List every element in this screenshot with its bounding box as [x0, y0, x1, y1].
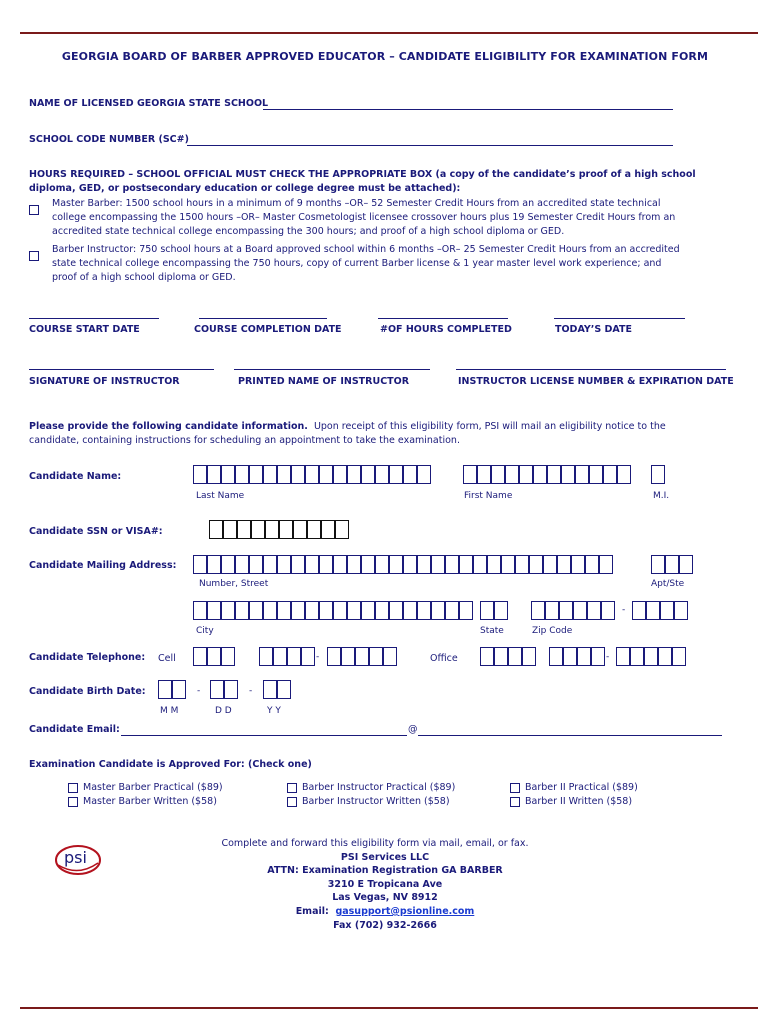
- barber-instructor-checkbox[interactable]: [29, 245, 45, 264]
- char-box[interactable]: [361, 555, 375, 574]
- char-box[interactable]: [389, 465, 403, 484]
- char-box[interactable]: [347, 465, 361, 484]
- candidate-intro: [29, 420, 739, 448]
- char-box[interactable]: [459, 555, 473, 574]
- char-box[interactable]: [221, 465, 235, 484]
- char-box[interactable]: [293, 520, 307, 539]
- char-box[interactable]: [273, 647, 287, 666]
- candidate-name-label: Candidate Name:: [29, 471, 122, 482]
- char-box[interactable]: [547, 465, 561, 484]
- char-box[interactable]: [522, 647, 536, 666]
- birth-date-label: Candidate Birth Date:: [29, 686, 146, 697]
- mm-caption: M M: [160, 706, 179, 716]
- footer-fax: Fax (702) 932-2666: [333, 919, 437, 931]
- char-box[interactable]: [361, 601, 375, 620]
- char-box[interactable]: [601, 601, 615, 620]
- zip-dash: -: [622, 605, 626, 615]
- char-box[interactable]: [237, 520, 251, 539]
- char-box[interactable]: [287, 647, 301, 666]
- char-box[interactable]: [333, 465, 347, 484]
- course-completion-label: COURSE COMPLETION DATE: [194, 324, 342, 335]
- char-box[interactable]: [235, 465, 249, 484]
- checkbox-icon[interactable]: [510, 797, 520, 807]
- char-box[interactable]: [277, 601, 291, 620]
- char-box[interactable]: [193, 647, 207, 666]
- char-box[interactable]: [277, 465, 291, 484]
- barber-instructor-practical-option[interactable]: Barber Instructor Practical ($89): [287, 782, 455, 793]
- char-box[interactable]: [375, 465, 389, 484]
- char-box[interactable]: [515, 555, 529, 574]
- apt-caption: Apt/Ste: [651, 579, 685, 589]
- birth-dash2: -: [249, 686, 253, 696]
- course-start-field[interactable]: [29, 318, 159, 319]
- option1-line3: accredited state technical college encompassing the 300 hours; and proof of a high school diploma or GED.: [52, 226, 565, 237]
- hours-required-heading: [29, 168, 696, 196]
- school-name-label: NAME OF LICENSED GEORGIA STATE SCHOOL: [29, 98, 269, 109]
- option1-line2: college encompassing the 1500 hours –OR– Master Cosmetologist licensee crossover hours plus 19 Semester Credit Hours from an: [52, 212, 676, 223]
- char-box[interactable]: [591, 647, 605, 666]
- char-box[interactable]: [494, 601, 508, 620]
- approval-heading: Examination Candidate is Approved For: (Check one): [29, 759, 312, 770]
- char-box[interactable]: [571, 555, 585, 574]
- email-user-field[interactable]: [121, 735, 407, 736]
- first-name-caption: First Name: [464, 491, 513, 501]
- char-box[interactable]: [221, 555, 235, 574]
- footer-instruction: Complete and forward this eligibility form via mail, email, or fax.: [221, 838, 529, 849]
- master-barber-written-option[interactable]: Master Barber Written ($58): [68, 796, 217, 807]
- char-box[interactable]: [463, 465, 477, 484]
- char-box[interactable]: [487, 555, 501, 574]
- char-box[interactable]: [210, 680, 224, 699]
- char-box[interactable]: [644, 647, 658, 666]
- hours-required-line2: diploma, GED, or postsecondary education or college degree must be attached):: [29, 183, 461, 194]
- email-at-sign: @: [408, 724, 418, 735]
- char-box[interactable]: [249, 465, 263, 484]
- char-box[interactable]: [235, 601, 249, 620]
- char-box[interactable]: [221, 647, 235, 666]
- char-box[interactable]: [651, 555, 665, 574]
- char-box[interactable]: [599, 555, 613, 574]
- char-box[interactable]: [589, 465, 603, 484]
- barber-ii-practical-option[interactable]: Barber II Practical ($89): [510, 782, 638, 793]
- char-box[interactable]: [508, 647, 522, 666]
- char-box[interactable]: [531, 601, 545, 620]
- master-barber-checkbox[interactable]: [29, 199, 45, 218]
- char-box[interactable]: [259, 647, 273, 666]
- yy-caption: Y Y: [267, 706, 281, 716]
- barber-instructor-written-option[interactable]: Barber Instructor Written ($58): [287, 796, 450, 807]
- char-box[interactable]: [207, 465, 221, 484]
- char-box[interactable]: [505, 465, 519, 484]
- form-title: GEORGIA BOARD OF BARBER APPROVED EDUCATOR – CANDIDATE ELIGIBILITY FOR EXAMINATION FORM: [61, 50, 709, 63]
- checkbox-icon[interactable]: [68, 783, 78, 793]
- char-box[interactable]: [431, 555, 445, 574]
- char-box[interactable]: [561, 465, 575, 484]
- hours-completed-field[interactable]: [378, 318, 508, 319]
- char-box[interactable]: [658, 647, 672, 666]
- char-box[interactable]: [193, 555, 207, 574]
- char-box[interactable]: [403, 555, 417, 574]
- char-box[interactable]: [563, 647, 577, 666]
- char-box[interactable]: [501, 555, 515, 574]
- email-domain-field[interactable]: [418, 735, 722, 736]
- char-box[interactable]: [333, 555, 347, 574]
- char-box[interactable]: [559, 601, 573, 620]
- option2-line3: proof of a high school diploma or GED.: [52, 272, 236, 283]
- char-box[interactable]: [301, 647, 315, 666]
- char-box[interactable]: [577, 647, 591, 666]
- number-street-caption: Number, Street: [199, 579, 269, 589]
- candidate-intro-line2: candidate, containing instructions for scheduling an appointment to take the examination.: [29, 435, 460, 446]
- cell-dash: -: [316, 652, 320, 662]
- char-box[interactable]: [335, 520, 349, 539]
- middle-initial-box[interactable]: [651, 465, 665, 484]
- logo-text: psi: [64, 848, 87, 867]
- license-label: INSTRUCTOR LICENSE NUMBER & EXPIRATION DATE: [458, 376, 734, 387]
- char-box[interactable]: [491, 465, 505, 484]
- char-box[interactable]: [617, 465, 631, 484]
- char-box[interactable]: [459, 601, 473, 620]
- footer-attn: ATTN: Examination Registration GA BARBER: [267, 865, 503, 877]
- char-box[interactable]: [383, 647, 397, 666]
- candidate-intro-bold: Please provide the following candidate information.: [29, 421, 308, 432]
- char-box[interactable]: [665, 555, 679, 574]
- char-box[interactable]: [319, 555, 333, 574]
- office-label: Office: [430, 653, 458, 664]
- zip-caption: Zip Code: [532, 626, 573, 636]
- char-box[interactable]: [543, 555, 557, 574]
- checkbox-icon[interactable]: [287, 797, 297, 807]
- char-box[interactable]: [557, 555, 571, 574]
- birth-dash1: -: [197, 686, 201, 696]
- char-box[interactable]: [263, 680, 277, 699]
- char-box[interactable]: [660, 601, 674, 620]
- char-box[interactable]: [480, 601, 494, 620]
- footer-company: PSI Services LLC: [340, 851, 430, 863]
- school-code-field[interactable]: [187, 145, 673, 146]
- char-box[interactable]: [319, 601, 333, 620]
- char-box[interactable]: [473, 555, 487, 574]
- char-box[interactable]: [193, 465, 207, 484]
- checkbox-icon[interactable]: [68, 797, 78, 807]
- char-box[interactable]: [389, 601, 403, 620]
- footer-city: Las Vegas, NV 8912: [332, 892, 438, 904]
- todays-date-field[interactable]: [554, 318, 685, 319]
- char-box[interactable]: [674, 601, 688, 620]
- instructor-signature-field[interactable]: [29, 369, 214, 370]
- printed-name-label: PRINTED NAME OF INSTRUCTOR: [238, 376, 410, 387]
- checkbox-icon[interactable]: [287, 783, 297, 793]
- printed-name-field[interactable]: [234, 369, 430, 370]
- last-name-caption: Last Name: [196, 491, 245, 501]
- char-box[interactable]: [305, 601, 319, 620]
- school-name-field[interactable]: [263, 109, 673, 110]
- course-start-label: COURSE START DATE: [29, 324, 140, 335]
- char-box[interactable]: [519, 465, 533, 484]
- todays-date-label: TODAY’S DATE: [555, 324, 632, 335]
- char-box[interactable]: [307, 520, 321, 539]
- char-box[interactable]: [158, 680, 172, 699]
- ssn-label: Candidate SSN or VISA#:: [29, 526, 163, 537]
- hours-required-line1: HOURS REQUIRED – SCHOOL OFFICIAL MUST CHECK THE APPROPRIATE BOX (a copy of the candidate’s proof of a high school: [29, 169, 696, 180]
- footer-email-link[interactable]: gasupport@psionline.com: [335, 905, 475, 917]
- char-box[interactable]: [417, 555, 431, 574]
- char-box[interactable]: [209, 520, 223, 539]
- email-label: Candidate Email:: [29, 724, 120, 735]
- mi-caption: M.I.: [653, 491, 670, 501]
- char-box[interactable]: [403, 465, 417, 484]
- char-box[interactable]: [403, 601, 417, 620]
- char-box[interactable]: [279, 520, 293, 539]
- char-box[interactable]: [603, 465, 617, 484]
- license-field[interactable]: [456, 369, 726, 370]
- char-box[interactable]: [277, 680, 291, 699]
- char-box[interactable]: [265, 520, 279, 539]
- char-box[interactable]: [529, 555, 543, 574]
- barber-instructor-option: [52, 243, 680, 285]
- char-box[interactable]: [263, 555, 277, 574]
- char-box[interactable]: [417, 601, 431, 620]
- office-dash: -: [606, 652, 610, 662]
- char-box[interactable]: [533, 465, 547, 484]
- dd-caption: D D: [215, 706, 232, 716]
- char-box[interactable]: [672, 647, 686, 666]
- char-box[interactable]: [277, 555, 291, 574]
- char-box[interactable]: [575, 465, 589, 484]
- char-box[interactable]: [369, 647, 383, 666]
- candidate-intro-line1: Upon receipt of this eligibility form, PSI will mail an eligibility notice to the: [313, 421, 666, 432]
- char-box[interactable]: [321, 520, 335, 539]
- char-box[interactable]: [224, 680, 238, 699]
- option2-line1: Barber Instructor: 750 school hours at a Board approved school within 6 months –OR– 25 Semester Credit Hours from an accredited: [52, 244, 680, 255]
- char-box[interactable]: [221, 601, 235, 620]
- school-code-label: SCHOOL CODE NUMBER (SC#): [29, 134, 189, 145]
- city-caption: City: [196, 626, 214, 636]
- char-box[interactable]: [646, 601, 660, 620]
- char-box[interactable]: [263, 601, 277, 620]
- instructor-signature-label: SIGNATURE OF INSTRUCTOR: [29, 376, 180, 387]
- char-box[interactable]: [305, 465, 319, 484]
- char-box[interactable]: [193, 601, 207, 620]
- char-box[interactable]: [319, 465, 333, 484]
- char-box[interactable]: [445, 555, 459, 574]
- char-box[interactable]: [341, 647, 355, 666]
- barber-ii-written-option[interactable]: Barber II Written ($58): [510, 796, 632, 807]
- char-box[interactable]: [347, 555, 361, 574]
- char-box[interactable]: [305, 555, 319, 574]
- hours-completed-label: #OF HOURS COMPLETED: [380, 324, 512, 335]
- char-box[interactable]: [207, 555, 221, 574]
- char-box[interactable]: [477, 465, 491, 484]
- char-box[interactable]: [573, 601, 587, 620]
- course-completion-field[interactable]: [199, 318, 327, 319]
- checkbox-icon[interactable]: [510, 783, 520, 793]
- option2-line2: state technical college encompassing the 750 hours, copy of current Barber license & 1 year master level work experience; and: [52, 258, 662, 269]
- char-box[interactable]: [431, 601, 445, 620]
- char-box[interactable]: [263, 465, 277, 484]
- char-box[interactable]: [347, 601, 361, 620]
- top-rule: [20, 32, 758, 34]
- char-box[interactable]: [445, 601, 459, 620]
- char-box[interactable]: [480, 647, 494, 666]
- bottom-rule: [20, 1007, 758, 1009]
- char-box[interactable]: [361, 465, 375, 484]
- char-box[interactable]: [291, 555, 305, 574]
- cell-label: Cell: [158, 653, 176, 664]
- char-box[interactable]: [327, 647, 341, 666]
- char-box[interactable]: [545, 601, 559, 620]
- char-box[interactable]: [494, 647, 508, 666]
- char-box[interactable]: [172, 680, 186, 699]
- char-box[interactable]: [333, 601, 347, 620]
- char-box[interactable]: [389, 555, 403, 574]
- footer-block: [0, 837, 770, 932]
- char-box[interactable]: [375, 601, 389, 620]
- char-box[interactable]: [235, 555, 249, 574]
- char-box[interactable]: [417, 465, 431, 484]
- char-box[interactable]: [207, 601, 221, 620]
- char-box[interactable]: [549, 647, 563, 666]
- char-box[interactable]: [616, 647, 630, 666]
- char-box[interactable]: [251, 520, 265, 539]
- mailing-address-label: Candidate Mailing Address:: [29, 560, 177, 571]
- char-box[interactable]: [249, 555, 263, 574]
- telephone-label: Candidate Telephone:: [29, 652, 146, 663]
- char-box[interactable]: [587, 601, 601, 620]
- char-box[interactable]: [223, 520, 237, 539]
- char-box[interactable]: [632, 601, 646, 620]
- char-box[interactable]: [679, 555, 693, 574]
- char-box[interactable]: [585, 555, 599, 574]
- char-box[interactable]: [207, 647, 221, 666]
- master-barber-option: [52, 197, 675, 239]
- char-box[interactable]: [355, 647, 369, 666]
- char-box[interactable]: [291, 601, 305, 620]
- char-box[interactable]: [249, 601, 263, 620]
- char-box[interactable]: [291, 465, 305, 484]
- footer-street: 3210 E Tropicana Ave: [327, 878, 443, 890]
- state-caption: State: [480, 626, 504, 636]
- char-box[interactable]: [375, 555, 389, 574]
- master-barber-practical-option[interactable]: Master Barber Practical ($89): [68, 782, 223, 793]
- footer-email-label: Email:: [295, 905, 329, 917]
- char-box[interactable]: [630, 647, 644, 666]
- option1-line1: Master Barber: 1500 school hours in a minimum of 9 months –OR– 52 Semester Credit Hours from an accredited state technical: [52, 198, 661, 209]
